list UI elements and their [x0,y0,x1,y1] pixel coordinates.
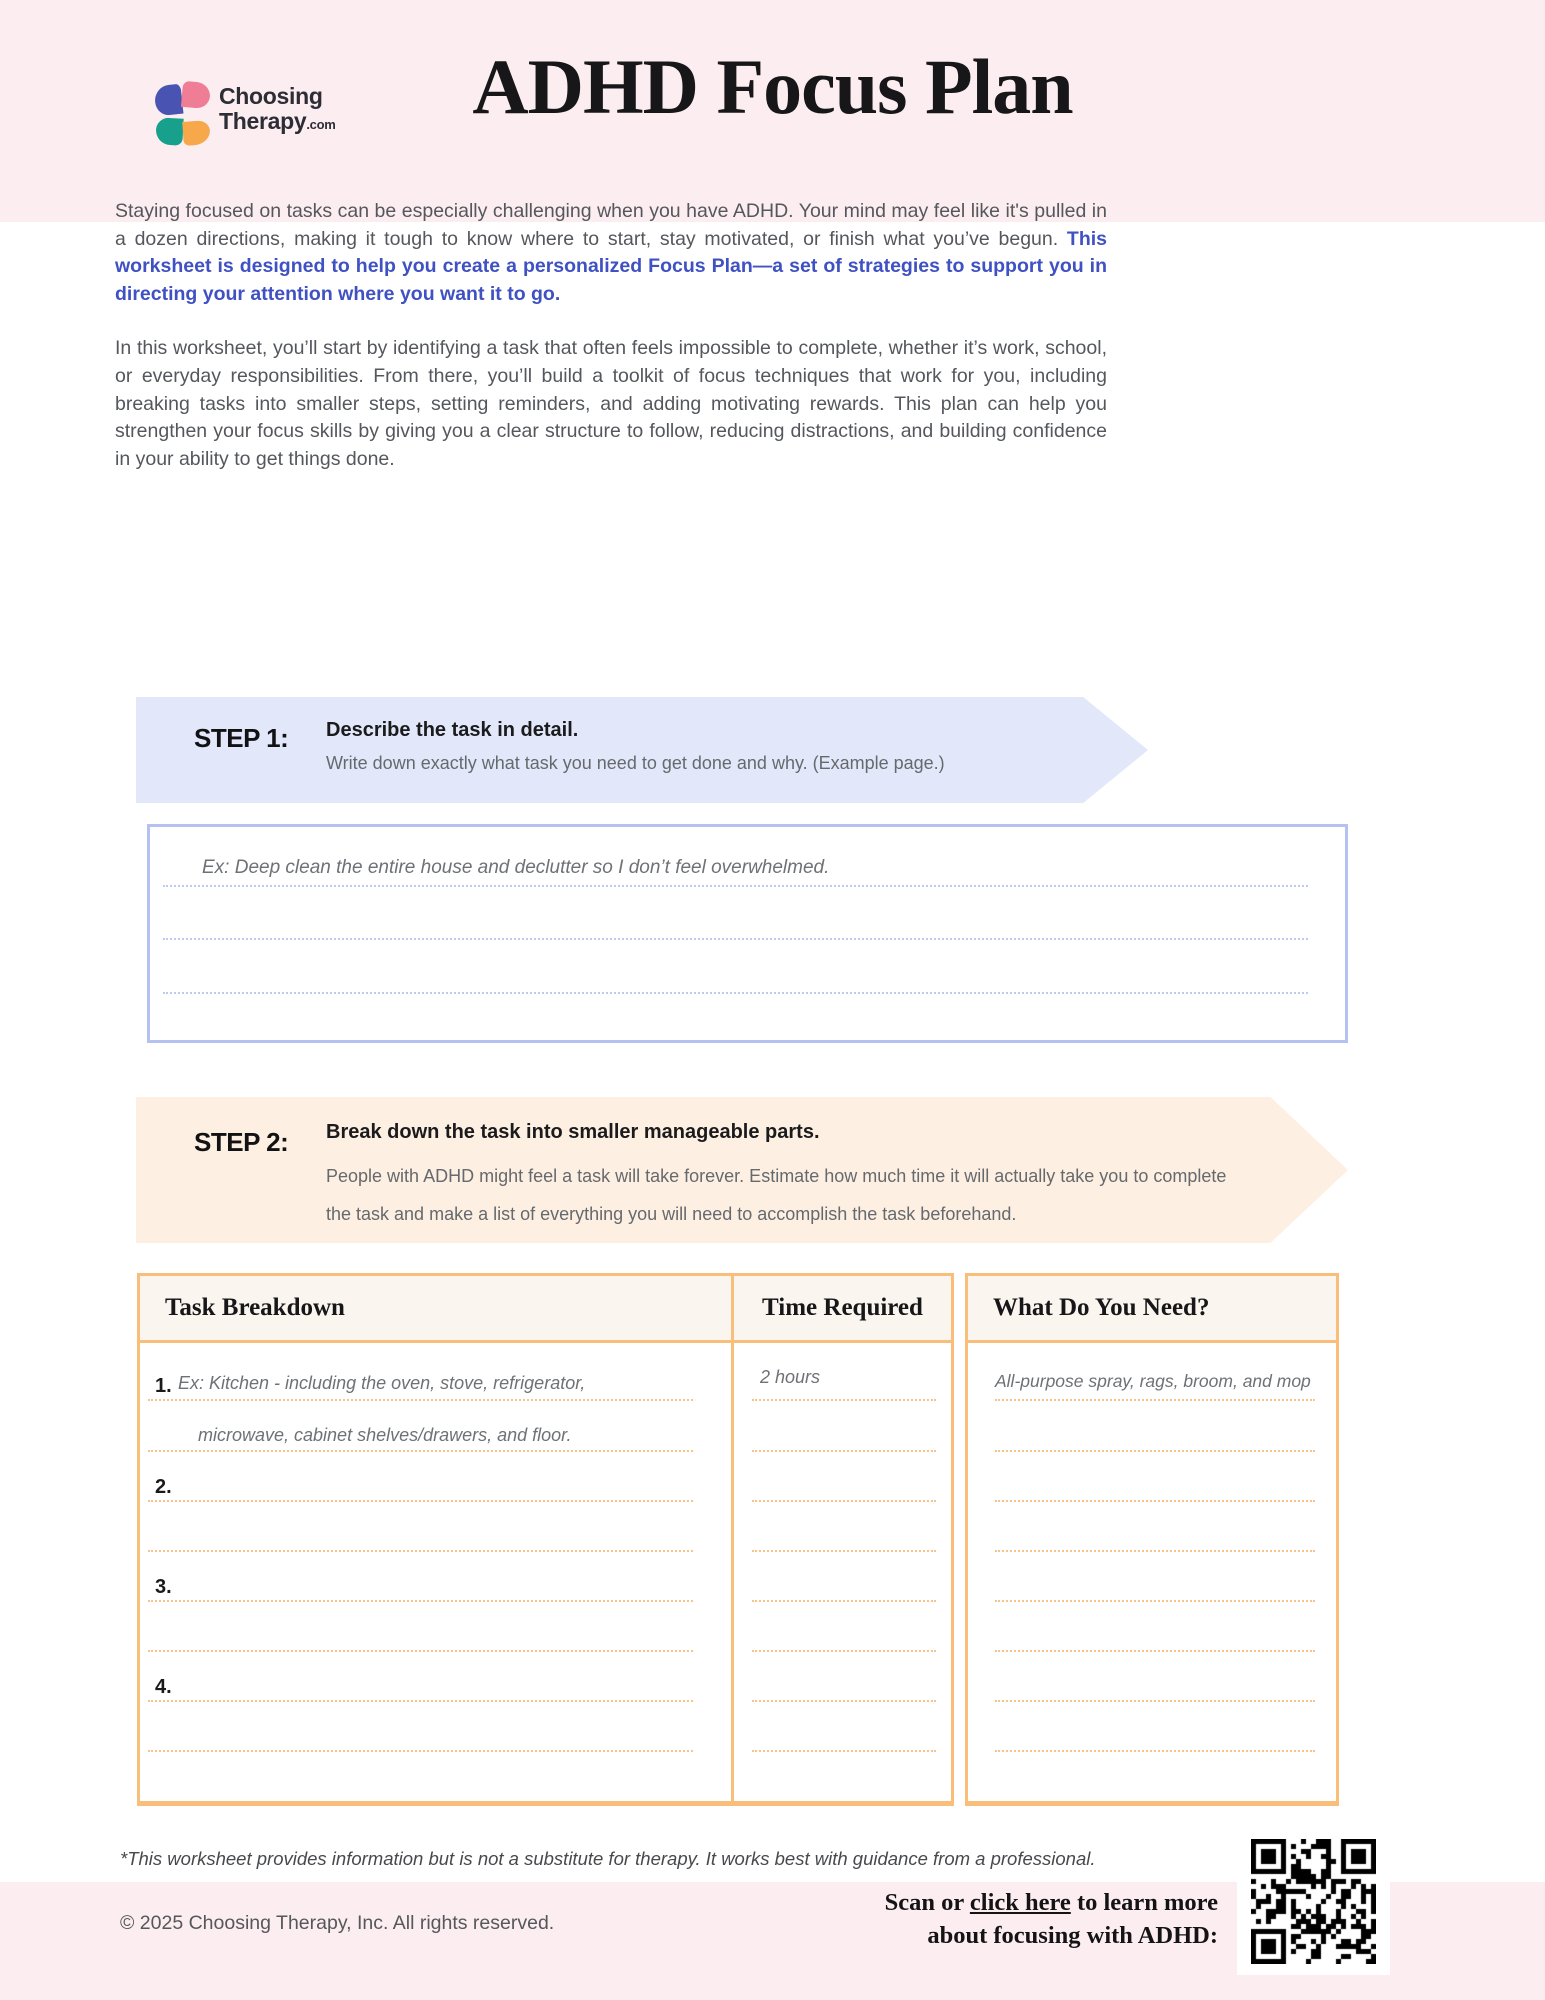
logo-dotcom: .com [306,117,336,132]
qr-code [1237,1828,1390,1975]
step2-banner [136,1097,1348,1243]
header-what-do-you-need: What Do You Need? [993,1294,1210,1321]
logo-line2: Therapy.com [219,108,336,134]
intro-p1-normal: Staying focused on tasks can be especially challenging when you have ADHD. Your mind may feel like it's pulled in a dozen directions, making it tough to know where to start, stay motivated, or finish what you’ve begun. [115,200,1107,250]
table-body[interactable] [140,1343,951,1801]
task-breakdown-table [137,1273,954,1806]
copyright-text: © 2025 Choosing Therapy, Inc. All rights reserved. [120,1912,555,1934]
step1-writing-line [163,885,1308,887]
qr-code-canvas [1251,1839,1376,1964]
time-writing-line [752,1650,936,1652]
step1-answer-box[interactable] [147,824,1348,1043]
task-writing-line [148,1500,693,1502]
needs-writing-line [995,1550,1315,1552]
time-writing-line [752,1450,936,1452]
row-number: 4. [155,1676,172,1698]
time-writing-line [752,1600,936,1602]
intro-paragraph-1 [115,198,1107,308]
step1-subtext: Write down exactly what task you need to get done and why. (Example page.) [326,753,945,773]
step1-heading: Describe the task in detail. [326,719,579,741]
table-body[interactable] [968,1343,1336,1801]
scan-text-line2: about focusing with ADHD: [927,1922,1218,1949]
step1-banner [136,697,1148,803]
task-example-line1: Ex: Kitchen - including the oven, stove, refrigerator, [178,1373,586,1393]
task-writing-line [148,1600,693,1602]
task-writing-line [148,1750,693,1752]
step1-label: STEP 1: [194,723,289,753]
scan-text-post: to learn more [1070,1889,1218,1916]
needs-table [965,1273,1339,1806]
intro-paragraph-2: In this worksheet, you’ll start by identifying a task that often feels impossible to complete, whether it’s work, school, or everyday responsibilities. From there, you’ll build a toolkit of focus techniques that work for you, including breaking tasks into smaller steps, setting reminders, and adding motivating rewards. This plan can help you strengthen your focus skills by giving you a clear structure to follow, reducing distractions, and building confidence in your ability to get things done. [115,337,1107,470]
needs-writing-line [995,1500,1315,1502]
intro-text [115,198,1107,473]
needs-writing-line [995,1600,1315,1602]
click-here-link[interactable]: click here [969,1889,1071,1916]
column-divider [731,1273,734,1801]
task-writing-line [148,1450,693,1452]
needs-example: All-purpose spray, rags, broom, and mop [995,1371,1311,1391]
time-writing-line [752,1700,936,1702]
table-header-row [968,1276,1336,1343]
step1-writing-line [163,992,1308,994]
time-writing-line [752,1500,936,1502]
row-number: 1. [155,1375,172,1397]
intro-p1-highlight: This worksheet is designed to help you create a personalized Focus Plan—a set of strategies to support you in directing your attention where you want it to go. [115,227,1107,305]
step2-heading: Break down the task into smaller manageable parts. [326,1121,820,1143]
time-writing-line [752,1750,936,1752]
scan-text-pre: Scan or [884,1889,970,1916]
disclaimer-text: *This worksheet provides information but is not a substitute for therapy. It works best with guidance from a professional. [120,1848,1096,1869]
task-writing-line [148,1650,693,1652]
task-writing-line [148,1550,693,1552]
needs-writing-line [995,1700,1315,1702]
needs-writing-line [995,1650,1315,1652]
header-band [0,0,1545,222]
time-example: 2 hours [760,1367,821,1387]
step1-example-text: Ex: Deep clean the entire house and declutter so I don’t feel overwhelmed. [202,857,830,878]
time-writing-line [752,1550,936,1552]
row-number: 3. [155,1576,172,1598]
header-time-required: Time Required [762,1294,923,1321]
needs-writing-line [995,1750,1315,1752]
task-example-line2: microwave, cabinet shelves/drawers, and floor. [198,1425,572,1445]
step1-writing-line [163,938,1308,940]
task-writing-line [148,1700,693,1702]
header-task-breakdown: Task Breakdown [165,1294,345,1321]
step2-label: STEP 2: [194,1127,289,1157]
needs-writing-line [995,1450,1315,1452]
time-writing-line [752,1399,936,1401]
scan-cta [600,1886,1218,1952]
row-number: 2. [155,1476,172,1498]
needs-writing-line [995,1399,1315,1401]
task-writing-line [148,1399,693,1401]
table-header-row [140,1276,951,1343]
step2-subtext: People with ADHD might feel a task will take forever. Estimate how much time it will actually take you to complete the task and make a list of everything you will need to accomplish the task beforehand. [326,1166,1227,1224]
page-title: ADHD Focus Plan [472,43,1073,130]
logo-line1: Choosing [219,83,323,109]
